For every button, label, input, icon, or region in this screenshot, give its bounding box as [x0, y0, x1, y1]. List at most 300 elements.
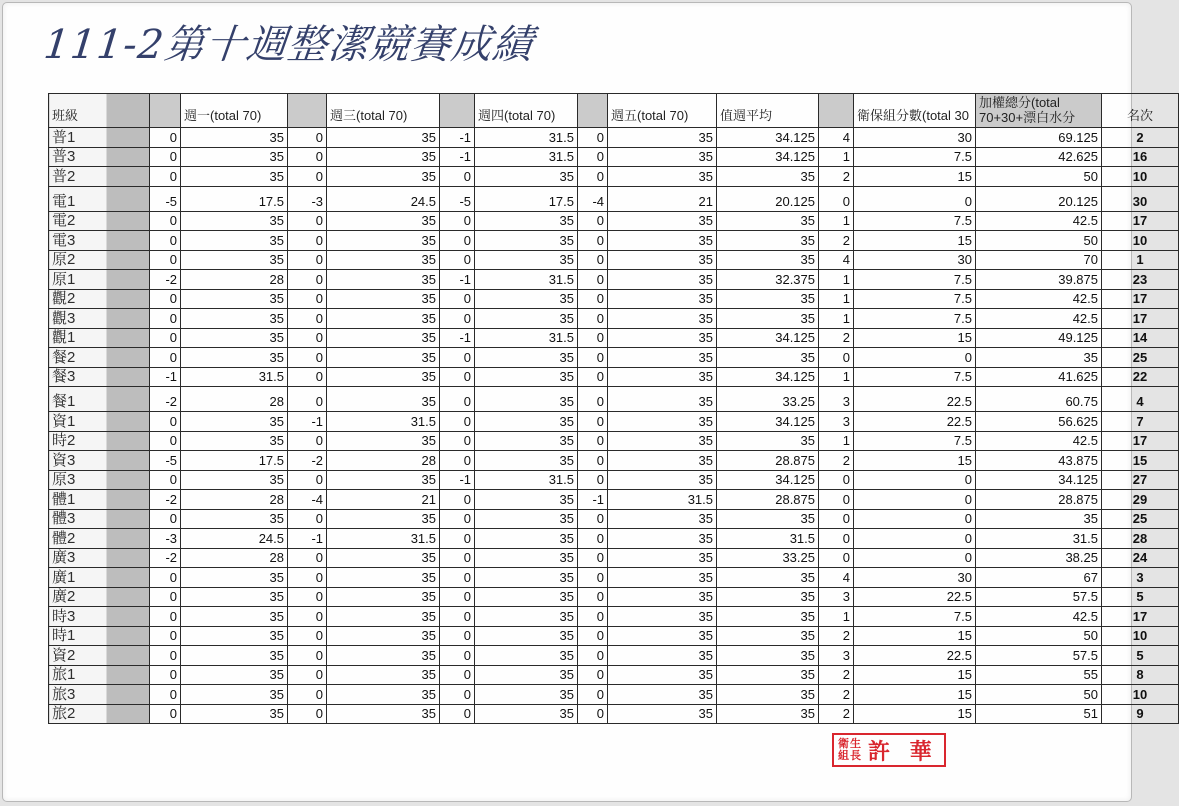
- mon-deduction-cell: 0: [150, 607, 181, 627]
- wed-score-cell: 35: [327, 309, 440, 329]
- wed-deduction-cell: 0: [288, 328, 327, 348]
- mon-score-cell: 17.5: [181, 186, 288, 211]
- rank-cell: 9: [1102, 704, 1179, 724]
- header-weighted-total-line1: 加權總分(total: [979, 95, 1060, 110]
- health-score-cell: 7.5: [854, 367, 976, 387]
- class-cell: 資2: [49, 646, 150, 666]
- wed-deduction-cell: 0: [288, 685, 327, 705]
- wed-deduction-cell: 0: [288, 704, 327, 724]
- weighted-total-cell: 42.625: [976, 147, 1102, 167]
- class-cell: 體3: [49, 509, 150, 529]
- thu-deduction-cell: 0: [440, 704, 475, 724]
- weighted-total-cell: 31.5: [976, 529, 1102, 549]
- fri-score-cell: 35: [608, 548, 717, 568]
- mon-deduction-cell: -1: [150, 367, 181, 387]
- fri-score-cell: 35: [608, 568, 717, 588]
- thu-score-cell: 35: [475, 509, 578, 529]
- wed-deduction-cell: -4: [288, 490, 327, 510]
- fri-deduction-cell: 0: [578, 685, 608, 705]
- weighted-total-cell: 42.5: [976, 309, 1102, 329]
- fri-score-cell: 35: [608, 367, 717, 387]
- weighted-total-cell: 57.5: [976, 587, 1102, 607]
- thu-deduction-cell: 0: [440, 367, 475, 387]
- health-count-cell: 1: [819, 147, 854, 167]
- duty-average-cell: 35: [717, 167, 819, 187]
- thu-deduction-cell: 0: [440, 607, 475, 627]
- mon-score-cell: 31.5: [181, 367, 288, 387]
- thu-deduction-cell: -1: [440, 328, 475, 348]
- health-count-cell: 1: [819, 211, 854, 231]
- health-count-cell: 2: [819, 665, 854, 685]
- health-score-cell: 7.5: [854, 309, 976, 329]
- class-cell: 資3: [49, 451, 150, 471]
- thu-deduction-cell: 0: [440, 587, 475, 607]
- table-row: [49, 309, 1179, 329]
- thu-deduction-cell: 0: [440, 250, 475, 270]
- score-table: [48, 93, 1179, 724]
- mon-deduction-cell: -2: [150, 270, 181, 290]
- health-count-cell: 1: [819, 270, 854, 290]
- duty-average-cell: 35: [717, 211, 819, 231]
- duty-average-cell: 35: [717, 509, 819, 529]
- thu-deduction-cell: -1: [440, 270, 475, 290]
- thu-deduction-cell: 0: [440, 309, 475, 329]
- mon-score-cell: 35: [181, 128, 288, 148]
- mon-score-cell: 35: [181, 470, 288, 490]
- mon-score-cell: 35: [181, 607, 288, 627]
- health-count-cell: 2: [819, 451, 854, 471]
- health-score-cell: 15: [854, 328, 976, 348]
- duty-average-cell: 33.25: [717, 548, 819, 568]
- weighted-total-cell: 42.5: [976, 431, 1102, 451]
- fri-score-cell: 35: [608, 665, 717, 685]
- fri-deduction-cell: 0: [578, 665, 608, 685]
- mon-deduction-cell: -3: [150, 529, 181, 549]
- class-cell: 餐1: [49, 387, 150, 412]
- header-thu: 週四(total 70): [475, 94, 578, 128]
- header-wed: 週三(total 70): [327, 94, 440, 128]
- rank-cell: 27: [1102, 470, 1179, 490]
- mon-score-cell: 28: [181, 270, 288, 290]
- thu-deduction-cell: 0: [440, 509, 475, 529]
- duty-average-cell: 34.125: [717, 328, 819, 348]
- wed-score-cell: 35: [327, 509, 440, 529]
- class-cell: 資1: [49, 412, 150, 432]
- fri-deduction-cell: 0: [578, 147, 608, 167]
- thu-score-cell: 35: [475, 309, 578, 329]
- health-score-cell: 15: [854, 167, 976, 187]
- duty-average-cell: 35: [717, 626, 819, 646]
- header-weighted-total-line2: 70+30+漂白水分: [979, 110, 1076, 125]
- wed-score-cell: 35: [327, 665, 440, 685]
- fri-deduction-cell: -1: [578, 490, 608, 510]
- mon-score-cell: 35: [181, 309, 288, 329]
- wed-score-cell: 35: [327, 626, 440, 646]
- fri-score-cell: 35: [608, 387, 717, 412]
- mon-deduction-cell: 0: [150, 568, 181, 588]
- health-count-cell: 2: [819, 626, 854, 646]
- fri-deduction-cell: 0: [578, 529, 608, 549]
- wed-deduction-cell: 0: [288, 548, 327, 568]
- fri-score-cell: 35: [608, 348, 717, 368]
- thu-score-cell: 17.5: [475, 186, 578, 211]
- class-cell: 廣1: [49, 568, 150, 588]
- health-score-cell: 7.5: [854, 607, 976, 627]
- duty-average-cell: 34.125: [717, 412, 819, 432]
- rank-cell: 17: [1102, 431, 1179, 451]
- wed-score-cell: 35: [327, 231, 440, 251]
- weighted-total-cell: 50: [976, 167, 1102, 187]
- class-cell: 原1: [49, 270, 150, 290]
- class-cell: 電1: [49, 186, 150, 211]
- class-cell: 廣3: [49, 548, 150, 568]
- wed-score-cell: 35: [327, 250, 440, 270]
- duty-average-cell: 35: [717, 289, 819, 309]
- health-count-cell: 4: [819, 568, 854, 588]
- thu-deduction-cell: 0: [440, 568, 475, 588]
- class-cell: 普2: [49, 167, 150, 187]
- class-cell: 旅1: [49, 665, 150, 685]
- health-score-cell: 0: [854, 509, 976, 529]
- health-score-cell: 15: [854, 626, 976, 646]
- class-cell: 普3: [49, 147, 150, 167]
- mon-score-cell: 35: [181, 348, 288, 368]
- thu-deduction-cell: 0: [440, 548, 475, 568]
- thu-deduction-cell: 0: [440, 646, 475, 666]
- wed-score-cell: 35: [327, 685, 440, 705]
- rank-cell: 16: [1102, 147, 1179, 167]
- duty-average-cell: 35: [717, 231, 819, 251]
- health-score-cell: 7.5: [854, 270, 976, 290]
- health-count-cell: 4: [819, 128, 854, 148]
- thu-score-cell: 35: [475, 665, 578, 685]
- thu-score-cell: 35: [475, 348, 578, 368]
- health-score-cell: 7.5: [854, 431, 976, 451]
- mon-score-cell: 35: [181, 167, 288, 187]
- fri-score-cell: 35: [608, 470, 717, 490]
- class-cell: 餐2: [49, 348, 150, 368]
- rank-cell: 17: [1102, 607, 1179, 627]
- thu-score-cell: 35: [475, 529, 578, 549]
- header-mon-deduction: [150, 94, 181, 128]
- scanned-page: [2, 2, 1153, 802]
- health-count-cell: 2: [819, 167, 854, 187]
- mon-score-cell: 35: [181, 665, 288, 685]
- wed-deduction-cell: 0: [288, 665, 327, 685]
- mon-deduction-cell: 0: [150, 646, 181, 666]
- thu-deduction-cell: 0: [440, 451, 475, 471]
- wed-deduction-cell: 0: [288, 587, 327, 607]
- header-mon: 週一(total 70): [181, 94, 288, 128]
- mon-score-cell: 28: [181, 490, 288, 510]
- mon-score-cell: 17.5: [181, 451, 288, 471]
- table-row: [49, 548, 1179, 568]
- wed-deduction-cell: 0: [288, 470, 327, 490]
- health-count-cell: 0: [819, 186, 854, 211]
- thu-deduction-cell: 0: [440, 167, 475, 187]
- stamp-title-top: 衛生: [838, 737, 862, 750]
- class-cell: 體1: [49, 490, 150, 510]
- mon-score-cell: 35: [181, 147, 288, 167]
- fri-deduction-cell: 0: [578, 348, 608, 368]
- rank-cell: 7: [1102, 412, 1179, 432]
- table-header: [49, 94, 1179, 128]
- mon-deduction-cell: 0: [150, 626, 181, 646]
- thu-deduction-cell: -5: [440, 186, 475, 211]
- fri-score-cell: 35: [608, 607, 717, 627]
- weighted-total-cell: 34.125: [976, 470, 1102, 490]
- wed-deduction-cell: 0: [288, 568, 327, 588]
- wed-deduction-cell: -2: [288, 451, 327, 471]
- wed-score-cell: 35: [327, 470, 440, 490]
- fri-deduction-cell: 0: [578, 250, 608, 270]
- fri-deduction-cell: 0: [578, 289, 608, 309]
- wed-deduction-cell: -1: [288, 529, 327, 549]
- class-cell: 普1: [49, 128, 150, 148]
- table-row: [49, 568, 1179, 588]
- mon-deduction-cell: -2: [150, 548, 181, 568]
- health-score-cell: 22.5: [854, 412, 976, 432]
- weighted-total-cell: 43.875: [976, 451, 1102, 471]
- table-row: [49, 348, 1179, 368]
- health-score-cell: 0: [854, 470, 976, 490]
- thu-deduction-cell: 0: [440, 431, 475, 451]
- fri-deduction-cell: 0: [578, 328, 608, 348]
- thu-score-cell: 35: [475, 289, 578, 309]
- health-score-cell: 30: [854, 128, 976, 148]
- mon-score-cell: 35: [181, 250, 288, 270]
- class-cell: 餐3: [49, 367, 150, 387]
- wed-score-cell: 21: [327, 490, 440, 510]
- duty-average-cell: 35: [717, 250, 819, 270]
- thu-score-cell: 31.5: [475, 147, 578, 167]
- rank-cell: 3: [1102, 568, 1179, 588]
- fri-deduction-cell: 0: [578, 568, 608, 588]
- fri-deduction-cell: 0: [578, 626, 608, 646]
- health-count-cell: 1: [819, 309, 854, 329]
- fri-score-cell: 35: [608, 147, 717, 167]
- table-row: [49, 328, 1179, 348]
- weighted-total-cell: 60.75: [976, 387, 1102, 412]
- fri-deduction-cell: 0: [578, 309, 608, 329]
- mon-deduction-cell: 0: [150, 431, 181, 451]
- weighted-total-cell: 49.125: [976, 328, 1102, 348]
- wed-score-cell: 35: [327, 328, 440, 348]
- thu-score-cell: 35: [475, 587, 578, 607]
- duty-average-cell: 34.125: [717, 367, 819, 387]
- fri-score-cell: 35: [608, 587, 717, 607]
- duty-average-cell: 20.125: [717, 186, 819, 211]
- wed-score-cell: 35: [327, 211, 440, 231]
- class-cell: 原2: [49, 250, 150, 270]
- thu-score-cell: 31.5: [475, 328, 578, 348]
- fri-deduction-cell: 0: [578, 387, 608, 412]
- health-count-cell: 1: [819, 289, 854, 309]
- rank-cell: 10: [1102, 231, 1179, 251]
- wed-score-cell: 35: [327, 367, 440, 387]
- table-body: [49, 128, 1179, 724]
- mon-score-cell: 35: [181, 568, 288, 588]
- rank-cell: 10: [1102, 685, 1179, 705]
- stamp-name: 許 華: [868, 738, 938, 765]
- wed-deduction-cell: 0: [288, 387, 327, 412]
- wed-score-cell: 35: [327, 548, 440, 568]
- table-row: [49, 665, 1179, 685]
- wed-score-cell: 35: [327, 270, 440, 290]
- rank-cell: 25: [1102, 348, 1179, 368]
- duty-average-cell: 34.125: [717, 147, 819, 167]
- page-title: 111-2第十週整潔競賽成績: [41, 22, 536, 68]
- health-count-cell: 3: [819, 587, 854, 607]
- header-fri-deduction: [578, 94, 608, 128]
- wed-deduction-cell: 0: [288, 646, 327, 666]
- weighted-total-cell: 57.5: [976, 646, 1102, 666]
- thu-deduction-cell: -1: [440, 128, 475, 148]
- table-row: [49, 167, 1179, 187]
- table-row: [49, 128, 1179, 148]
- wed-deduction-cell: 0: [288, 147, 327, 167]
- wed-score-cell: 31.5: [327, 529, 440, 549]
- rank-cell: 29: [1102, 490, 1179, 510]
- class-cell: 時2: [49, 431, 150, 451]
- weighted-total-cell: 50: [976, 231, 1102, 251]
- table-row: [49, 387, 1179, 412]
- thu-deduction-cell: 0: [440, 685, 475, 705]
- thu-deduction-cell: 0: [440, 665, 475, 685]
- class-cell: 體2: [49, 529, 150, 549]
- health-count-cell: 2: [819, 328, 854, 348]
- weighted-total-cell: 35: [976, 348, 1102, 368]
- fri-score-cell: 35: [608, 309, 717, 329]
- mon-deduction-cell: 0: [150, 665, 181, 685]
- fri-deduction-cell: 0: [578, 128, 608, 148]
- table-row: [49, 451, 1179, 471]
- thu-deduction-cell: 0: [440, 626, 475, 646]
- wed-score-cell: 35: [327, 387, 440, 412]
- rank-cell: 17: [1102, 309, 1179, 329]
- thu-score-cell: 31.5: [475, 128, 578, 148]
- table-row: [49, 186, 1179, 211]
- header-duty-average: 值週平均: [717, 94, 819, 128]
- mon-score-cell: 35: [181, 231, 288, 251]
- fri-score-cell: 35: [608, 529, 717, 549]
- mon-score-cell: 28: [181, 548, 288, 568]
- health-count-cell: 1: [819, 367, 854, 387]
- duty-average-cell: 35: [717, 348, 819, 368]
- mon-score-cell: 35: [181, 509, 288, 529]
- health-score-cell: 15: [854, 704, 976, 724]
- duty-average-cell: 35: [717, 704, 819, 724]
- mon-deduction-cell: 0: [150, 685, 181, 705]
- wed-score-cell: 35: [327, 431, 440, 451]
- rank-cell: 24: [1102, 548, 1179, 568]
- wed-deduction-cell: -3: [288, 186, 327, 211]
- health-count-cell: 0: [819, 490, 854, 510]
- health-score-cell: 15: [854, 231, 976, 251]
- thu-score-cell: 35: [475, 231, 578, 251]
- fri-score-cell: 35: [608, 270, 717, 290]
- duty-average-cell: 35: [717, 646, 819, 666]
- fri-deduction-cell: 0: [578, 231, 608, 251]
- fri-deduction-cell: 0: [578, 431, 608, 451]
- class-cell: 觀3: [49, 309, 150, 329]
- mon-deduction-cell: 0: [150, 167, 181, 187]
- table-row: [49, 626, 1179, 646]
- thu-score-cell: 35: [475, 250, 578, 270]
- duty-average-cell: 35: [717, 587, 819, 607]
- mon-deduction-cell: 0: [150, 211, 181, 231]
- mon-deduction-cell: -2: [150, 387, 181, 412]
- fri-deduction-cell: 0: [578, 451, 608, 471]
- fri-score-cell: 35: [608, 412, 717, 432]
- header-fri: 週五(total 70): [608, 94, 717, 128]
- rank-cell: 4: [1102, 387, 1179, 412]
- mon-score-cell: 35: [181, 646, 288, 666]
- health-count-cell: 2: [819, 231, 854, 251]
- table-row: [49, 412, 1179, 432]
- thu-deduction-cell: 0: [440, 387, 475, 412]
- thu-score-cell: 35: [475, 211, 578, 231]
- health-count-cell: 1: [819, 607, 854, 627]
- thu-score-cell: 31.5: [475, 270, 578, 290]
- weighted-total-cell: 55: [976, 665, 1102, 685]
- health-score-cell: 30: [854, 568, 976, 588]
- header-health: 衛保組分數(total 30: [854, 94, 976, 128]
- weighted-total-cell: 42.5: [976, 289, 1102, 309]
- wed-score-cell: 24.5: [327, 186, 440, 211]
- fri-score-cell: 35: [608, 431, 717, 451]
- thu-score-cell: 35: [475, 431, 578, 451]
- health-score-cell: 15: [854, 665, 976, 685]
- rank-cell: 17: [1102, 289, 1179, 309]
- health-count-cell: 2: [819, 685, 854, 705]
- duty-average-cell: 35: [717, 685, 819, 705]
- wed-deduction-cell: 0: [288, 367, 327, 387]
- thu-score-cell: 35: [475, 412, 578, 432]
- table-row: [49, 211, 1179, 231]
- table-row: [49, 704, 1179, 724]
- header-rank: 名次: [1102, 94, 1179, 128]
- weighted-total-cell: 41.625: [976, 367, 1102, 387]
- wed-score-cell: 28: [327, 451, 440, 471]
- wed-score-cell: 35: [327, 167, 440, 187]
- fri-score-cell: 35: [608, 211, 717, 231]
- health-score-cell: 0: [854, 529, 976, 549]
- health-count-cell: 0: [819, 348, 854, 368]
- stamp-title: [838, 738, 862, 762]
- thu-score-cell: 35: [475, 367, 578, 387]
- mon-deduction-cell: 0: [150, 250, 181, 270]
- wed-score-cell: 35: [327, 607, 440, 627]
- class-cell: 旅2: [49, 704, 150, 724]
- weighted-total-cell: 51: [976, 704, 1102, 724]
- health-count-cell: 2: [819, 704, 854, 724]
- fri-deduction-cell: 0: [578, 509, 608, 529]
- weighted-total-cell: 35: [976, 509, 1102, 529]
- weighted-total-cell: 20.125: [976, 186, 1102, 211]
- thu-score-cell: 35: [475, 167, 578, 187]
- health-count-cell: 4: [819, 250, 854, 270]
- mon-deduction-cell: -5: [150, 451, 181, 471]
- health-count-cell: 1: [819, 431, 854, 451]
- thu-score-cell: 35: [475, 607, 578, 627]
- thu-deduction-cell: 0: [440, 211, 475, 231]
- weighted-total-cell: 67: [976, 568, 1102, 588]
- fri-score-cell: 35: [608, 289, 717, 309]
- wed-score-cell: 35: [327, 568, 440, 588]
- fri-deduction-cell: 0: [578, 470, 608, 490]
- table-row: [49, 587, 1179, 607]
